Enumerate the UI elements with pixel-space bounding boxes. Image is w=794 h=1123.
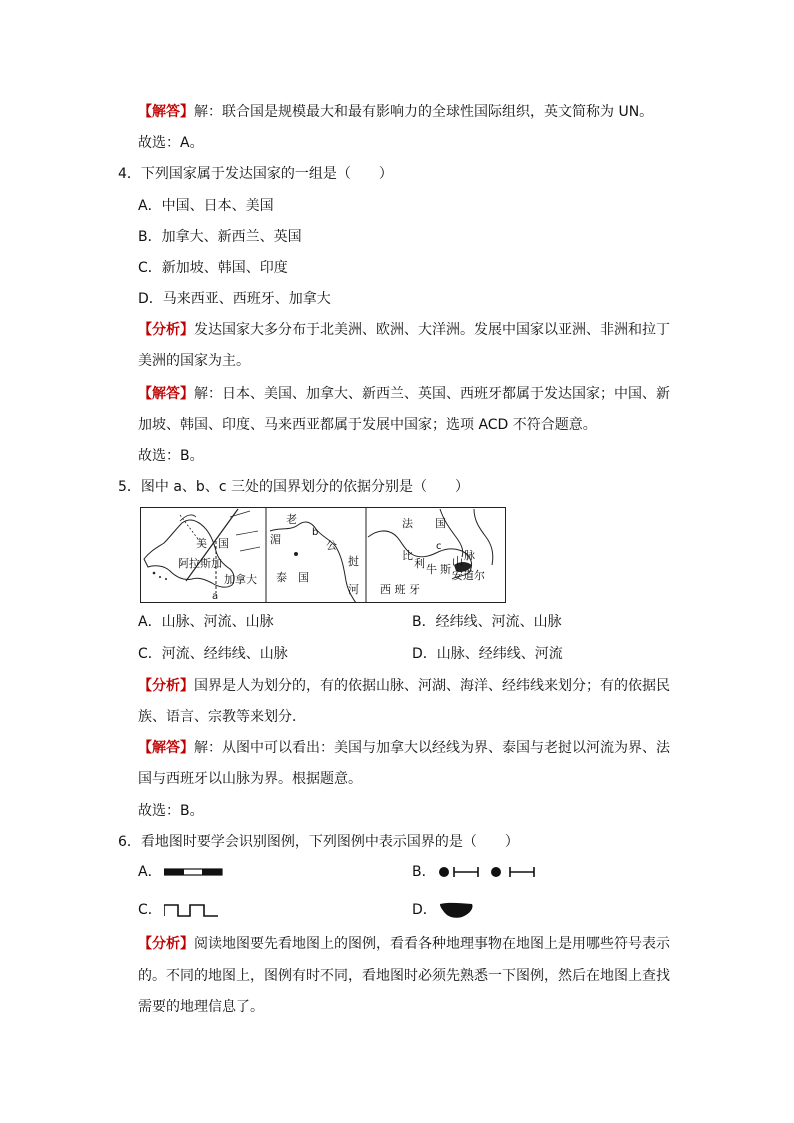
q4-answer-line2: 加坡、韩国、印度、马来西亚都属于发展中国家；选项 ACD 不符合题意。 [138, 417, 597, 433]
q4-analysis-tag: 【分析】 [138, 322, 194, 338]
map-label-spain: 西 班 牙 [380, 583, 420, 596]
boundary-map-figure [140, 507, 506, 603]
legend-lake-icon [438, 900, 476, 920]
map-label-canada: 加拿大 [224, 573, 257, 586]
q6-option-a [138, 862, 162, 882]
legend-boundary-icon [438, 864, 538, 880]
q5-answer-tag: 【解答】 [138, 740, 194, 756]
q4-answer-text1: 解：日本、美国、加拿大、新西兰、英国、西班牙都属于发达国家；中国、新 [194, 386, 670, 402]
q6-stem: 6．看地图时要学会识别图例，下列图例中表示国界的是（ ） [118, 834, 519, 850]
map-panel-pyrenees [368, 509, 493, 596]
q5-analysis-line2: 族、语言、宗教等来划分． [138, 709, 306, 725]
q6-analysis-line3: 需要的地理信息了。 [138, 999, 264, 1015]
map-label-andorra: 安道尔 [452, 569, 485, 582]
q5-analysis-tag: 【分析】 [138, 678, 194, 694]
map-label-si: 斯 [440, 563, 451, 576]
q5-option-d: D．山脉、经纬线、河流 [412, 646, 563, 662]
map-label-bi: 比 [402, 549, 413, 562]
q4-option-c: C．新加坡、韩国、印度 [138, 260, 288, 276]
q4-analysis-text1: 发达国家大多分布于北美洲、欧洲、大洋洲。发展中国家以亚洲、非洲和拉丁 [194, 322, 670, 338]
map-label-b: b [312, 527, 319, 538]
map-label-gong: 公 [326, 539, 337, 552]
q5-answer-line2: 国与西班牙以山脉为界。根据题意。 [138, 771, 362, 787]
q5-answer-text1: 解：从图中可以看出：美国与加拿大以经线为界、泰国与老挝以河流为界、法 [194, 740, 670, 756]
q3-answer-tag: 【解答】 [138, 104, 194, 120]
q6-option-c [138, 900, 162, 920]
q4-analysis-line1 [138, 320, 670, 340]
map-label-usa: 美 国 [196, 537, 229, 550]
q6-option-b-letter: B． [412, 864, 436, 880]
q6-option-c-letter: C． [138, 902, 162, 918]
q3-choice: 故选：A。 [138, 135, 204, 151]
q4-stem: 4．下列国家属于发达国家的一组是（ ） [118, 166, 393, 182]
map-label-france: 法 国 [402, 517, 446, 530]
q5-stem: 5．图中 a、b、c 三处的国界划分的依据分别是（ ） [118, 479, 469, 495]
q5-option-b: B．经纬线、河流、山脉 [412, 614, 562, 630]
q5-option-c: C．河流、经纬线、山脉 [138, 646, 288, 662]
map-label-alaska: 阿拉斯加 [178, 557, 222, 570]
map-panel-alaska [144, 509, 260, 602]
q4-answer-tag: 【解答】 [138, 386, 194, 402]
q6-option-a-letter: A． [138, 864, 162, 880]
map-label-mian: 湄 [270, 533, 281, 546]
map-label-a: a [212, 591, 219, 602]
q5-analysis-line1 [138, 676, 670, 696]
q6-analysis-tag: 【分析】 [138, 936, 194, 952]
map-label-mai: 脉 [464, 549, 475, 562]
q3-answer-line [138, 102, 653, 122]
q6-option-d-letter: D． [412, 902, 437, 918]
q4-answer-line1 [138, 384, 670, 404]
map-label-lao-1: 老 [286, 513, 297, 526]
q4-choice: 故选：B。 [138, 448, 204, 464]
map-label-he: 河 [348, 583, 359, 596]
q4-option-a: A．中国、日本、美国 [138, 198, 274, 214]
q6-option-d [412, 900, 437, 920]
q5-answer-line1 [138, 738, 670, 758]
q6-analysis-text1: 阅读地图要先看地图上的图例，看看各种地理事物在地图上是用哪些符号表示 [194, 936, 670, 952]
map-label-niu: 牛 [426, 563, 437, 576]
q6-analysis-line1 [138, 934, 670, 954]
map-label-lao-2: 挝 [348, 555, 359, 568]
q6-analysis-line2: 的。不同的地图上，图例有时不同，看地图时必须先熟悉一下图例，然后在地图上查找 [138, 968, 670, 984]
map-panel-mekong [270, 512, 359, 603]
q5-analysis-text1: 国界是人为划分的，有的依据山脉、河湖、海洋、经纬线来划分；有的依据民 [194, 678, 670, 694]
q3-answer-text: 解：联合国是规模最大和最有影响力的全球性国际组织，英文简称为 UN。 [194, 104, 654, 120]
q4-analysis-line2: 美洲的国家为主。 [138, 353, 250, 369]
map-label-c: c [436, 541, 442, 552]
map-label-li: 利 [414, 557, 425, 570]
q6-option-b [412, 862, 436, 882]
q5-option-a: A．山脉、河流、山脉 [138, 614, 274, 630]
q4-option-d: D．马来西亚、西班牙、加拿大 [138, 291, 331, 307]
q5-choice: 故选：B。 [138, 803, 204, 819]
q4-option-b: B．加拿大、新西兰、英国 [138, 229, 302, 245]
map-label-shan: 山 [452, 555, 463, 568]
legend-rail-icon [164, 866, 224, 878]
map-label-thailand: 泰 国 [276, 571, 309, 584]
legend-wall-icon [164, 902, 220, 918]
